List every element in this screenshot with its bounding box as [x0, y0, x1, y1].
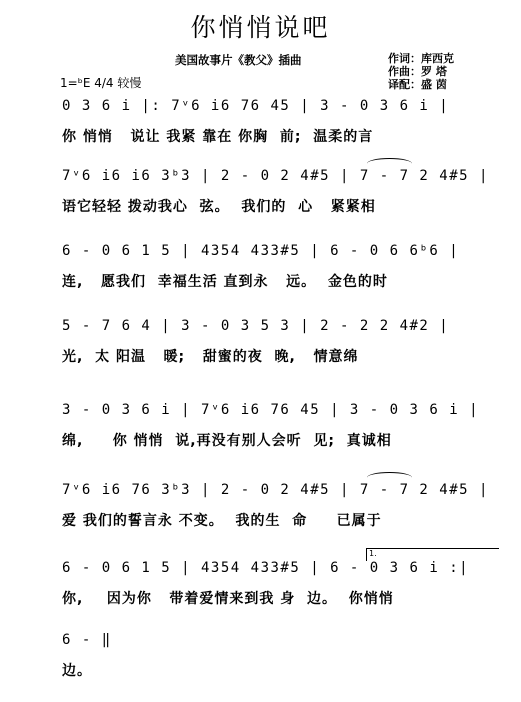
lyrics: 爱 我们的誓言永 不变。 我的生 命 已属于 [62, 513, 382, 529]
score-row [0, 402, 521, 472]
notes: 6 - 0 6 1 5 | 4354 433#5 | 6 - 0 6 6ᵇ6 | [62, 243, 460, 259]
notes: 6 - ‖ [62, 632, 112, 648]
notes: 0 3 6 i |: 7ᵛ6 i6 76 45 | 3 - 0 3 6 i | [62, 98, 450, 114]
song-title: 你悄悄说吧 [190, 13, 331, 42]
lyrics: 你, 因为你 带着爱情来到我 身 边。 你悄悄 [62, 591, 394, 607]
notes: 3 - 0 3 6 i | 7ᵛ6 i6 76 45 | 3 - 0 3 6 i | [62, 402, 480, 418]
lyrics: 你 悄悄 说让 我紧 靠在 你胸 前; 温柔的言 [62, 129, 374, 145]
key-signature: 1=ᵇE 4/4 较慢 [60, 76, 142, 90]
lyricist: 作词：库西克 [388, 52, 454, 65]
score-row [0, 243, 521, 313]
score-row [0, 318, 521, 388]
first-ending: 1. [366, 548, 499, 561]
lyrics: 连, 愿我们 幸福生活 直到永 远。 金色的时 [62, 274, 388, 290]
lyrics: 绵, 你 悄悄 说,再没有别人会听 见; 真诚相 [62, 433, 392, 449]
lyrics: 光, 太 阳温 暖; 甜蜜的夜 晚, 情意绵 [62, 349, 359, 365]
score-row [0, 632, 521, 702]
notes: 5 - 7 6 4 | 3 - 0 3 5 3 | 2 - 2 2 4#2 | [62, 318, 450, 334]
score-row [0, 549, 521, 630]
lyrics: 语它轻轻 拨动我心 弦。 我们的 心 紧紧相 [62, 199, 376, 215]
notes: 7ᵛ6 i6 i6 3ᵇ3 | 2 - 0 2 4#5 | 7 - 7 2 4#5 | [62, 168, 501, 192]
credits [388, 52, 454, 91]
score-row [0, 482, 521, 552]
composer: 作曲：罗 塔 [388, 65, 447, 78]
score-row [0, 98, 521, 168]
translator: 译配：盛 茵 [388, 78, 447, 91]
lyrics: 边。 [62, 663, 92, 679]
song-subtitle: 美国故事片《教父》插曲 [175, 53, 302, 67]
notes: 6 - 0 6 1 5 | 4354 433#5 | 6 - 0 3 6 i :| [62, 560, 470, 576]
score-row [0, 168, 521, 238]
notes: 7ᵛ6 i6 76 3ᵇ3 | 2 - 0 2 4#5 | 7 - 7 2 4#5 | [62, 482, 501, 506]
